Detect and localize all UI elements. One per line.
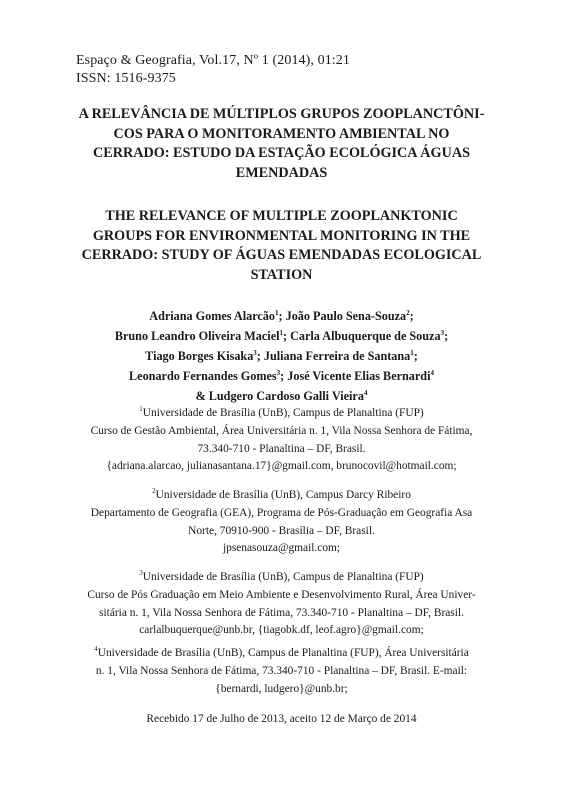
author-affiliation-mark: 2 — [406, 309, 410, 317]
author-affiliation-mark: 3 — [253, 349, 257, 357]
affiliation-text: Universidade de Brasília (UnB), Campus de Planaltina (FUP) — [142, 571, 424, 583]
affiliation-emails: {bernardi, ludgero}@unb.br; — [215, 682, 348, 695]
affiliation-line — [50, 487, 513, 505]
author-affiliation-mark: 4 — [363, 389, 368, 397]
affiliation-line: Curso de Pós Graduação em Meio Ambiente e Desenvolvimento Rural, Área Univer- — [87, 589, 476, 602]
author-line — [40, 327, 523, 347]
received-accepted-dates: Recebido 17 de Julho de 2013, aceito 12 de Março de 2014 — [146, 713, 417, 725]
affiliation-line: n. 1, Vila Nossa Senhora de Fátima, 73.340-710 - Planaltina – DF, Brasil. E-mail: — [95, 665, 468, 678]
affiliation-line — [50, 569, 513, 587]
author-affiliation-mark: 3 — [440, 329, 445, 337]
affiliation-line — [50, 405, 513, 423]
author-separator: ; — [444, 329, 449, 343]
author-name: Bruno Leandro Oliveira Maciel — [114, 329, 280, 343]
affiliation-text: Universidade de Brasília (UnB), Campus de Planaltina (FUP), Área Universitária — [97, 647, 469, 659]
author-list — [40, 307, 523, 407]
affiliation-mark: 3 — [139, 569, 143, 577]
title-en-line: STATION — [250, 266, 313, 283]
author-name: ; Juliana Ferreira de Santana — [256, 349, 411, 363]
journal-issn: ISSN: 1516-9375 — [76, 71, 176, 86]
author-name: Leonardo Fernandes Gomes — [129, 369, 277, 383]
title-en-line: CERRADO: STUDY OF ÁGUAS EMENDADAS ECOLOGICAL — [81, 247, 482, 264]
affiliation-mark: 4 — [94, 645, 98, 653]
author-line — [40, 347, 523, 367]
affiliation-line: sitária n. 1, Vila Nossa Senhora de Fátima, 73.340-710 - Planaltina – DF, Brasil. — [99, 606, 464, 619]
author-affiliation-mark: 1 — [275, 309, 279, 317]
author-name: ; João Paulo Sena-Souza — [278, 309, 407, 323]
title-en-line: THE RELEVANCE OF MULTIPLE ZOOPLANKTONIC — [105, 208, 458, 224]
author-separator: ; — [413, 349, 418, 363]
author-separator: ; — [409, 309, 414, 323]
affiliation-emails: carlalbuquerque@unb.br, {tiagobk.df, leof.agro}@gmail.com; — [139, 624, 424, 637]
title-pt-line: A RELEVÂNCIA DE MÚLTIPLOS GRUPOS ZOOPLANCTÔNI- — [78, 106, 485, 122]
journal-citation: Espaço & Geografia, Vol.17, Nº 1 (2014), 01:21 — [76, 53, 350, 68]
affiliation-text: Universidade de Brasília (UnB), Campus Darcy Ribeiro — [155, 489, 411, 501]
author-line — [40, 307, 523, 327]
title-pt-line: CERRADO: ESTUDO DA ESTAÇÃO ECOLÓGICA ÁGUAS — [93, 145, 470, 162]
author-name: Tiago Borges Kisaka — [145, 349, 254, 363]
author-name: ; José Vicente Elias Bernardi — [280, 369, 431, 383]
affiliation-3 — [50, 569, 513, 640]
affiliation-line: Curso de Gestão Ambiental, Área Universitária n. 1, Vila Nossa Senhora de Fátima, — [90, 425, 473, 438]
title-pt-line: EMENDADAS — [235, 164, 328, 181]
title-en-line: GROUPS FOR ENVIRONMENTAL MONITORING IN THE — [92, 227, 471, 244]
affiliation-emails: {adriana.alarcao, julianasantana.17}@gmail.com, brunocovil@hotmail.com; — [106, 460, 457, 473]
affiliation-mark: 2 — [152, 487, 156, 495]
author-name: ; Carla Albuquerque de Souza — [283, 329, 441, 343]
title-pt-line: COS PARA O MONITORAMENTO AMBIENTAL NO — [113, 125, 450, 142]
author-affiliation-mark: 1 — [410, 349, 414, 357]
affiliation-2 — [50, 487, 513, 558]
author-affiliation-mark: 4 — [430, 369, 434, 377]
affiliation-line: Norte, 70910-900 - Brasília – DF, Brasil. — [188, 524, 375, 537]
title-portuguese — [60, 105, 503, 183]
author-line — [40, 367, 523, 387]
author-name: & Ludgero Cardoso Galli Vieira — [195, 389, 364, 403]
affiliation-line: Departamento de Geografia (GEA), Programa de Pós-Graduação em Geografia Asa — [90, 507, 473, 520]
author-affiliation-mark: 3 — [276, 369, 281, 377]
author-name: Adriana Gomes Alarcão — [149, 309, 275, 323]
affiliation-emails: jpsenasouza@gmail.com; — [222, 542, 341, 555]
affiliation-mark: 1 — [139, 405, 143, 413]
title-english — [60, 207, 503, 285]
author-line — [40, 387, 523, 407]
journal-header — [76, 52, 350, 88]
affiliation-text: Universidade de Brasília (UnB), Campus de Planaltina (FUP) — [142, 407, 424, 419]
affiliation-4 — [50, 645, 513, 698]
author-affiliation-mark: 1 — [279, 329, 283, 337]
affiliation-line: 73.340-710 - Planaltina – DF, Brasil. — [197, 442, 366, 455]
affiliation-1 — [50, 405, 513, 476]
affiliation-line — [50, 645, 513, 663]
